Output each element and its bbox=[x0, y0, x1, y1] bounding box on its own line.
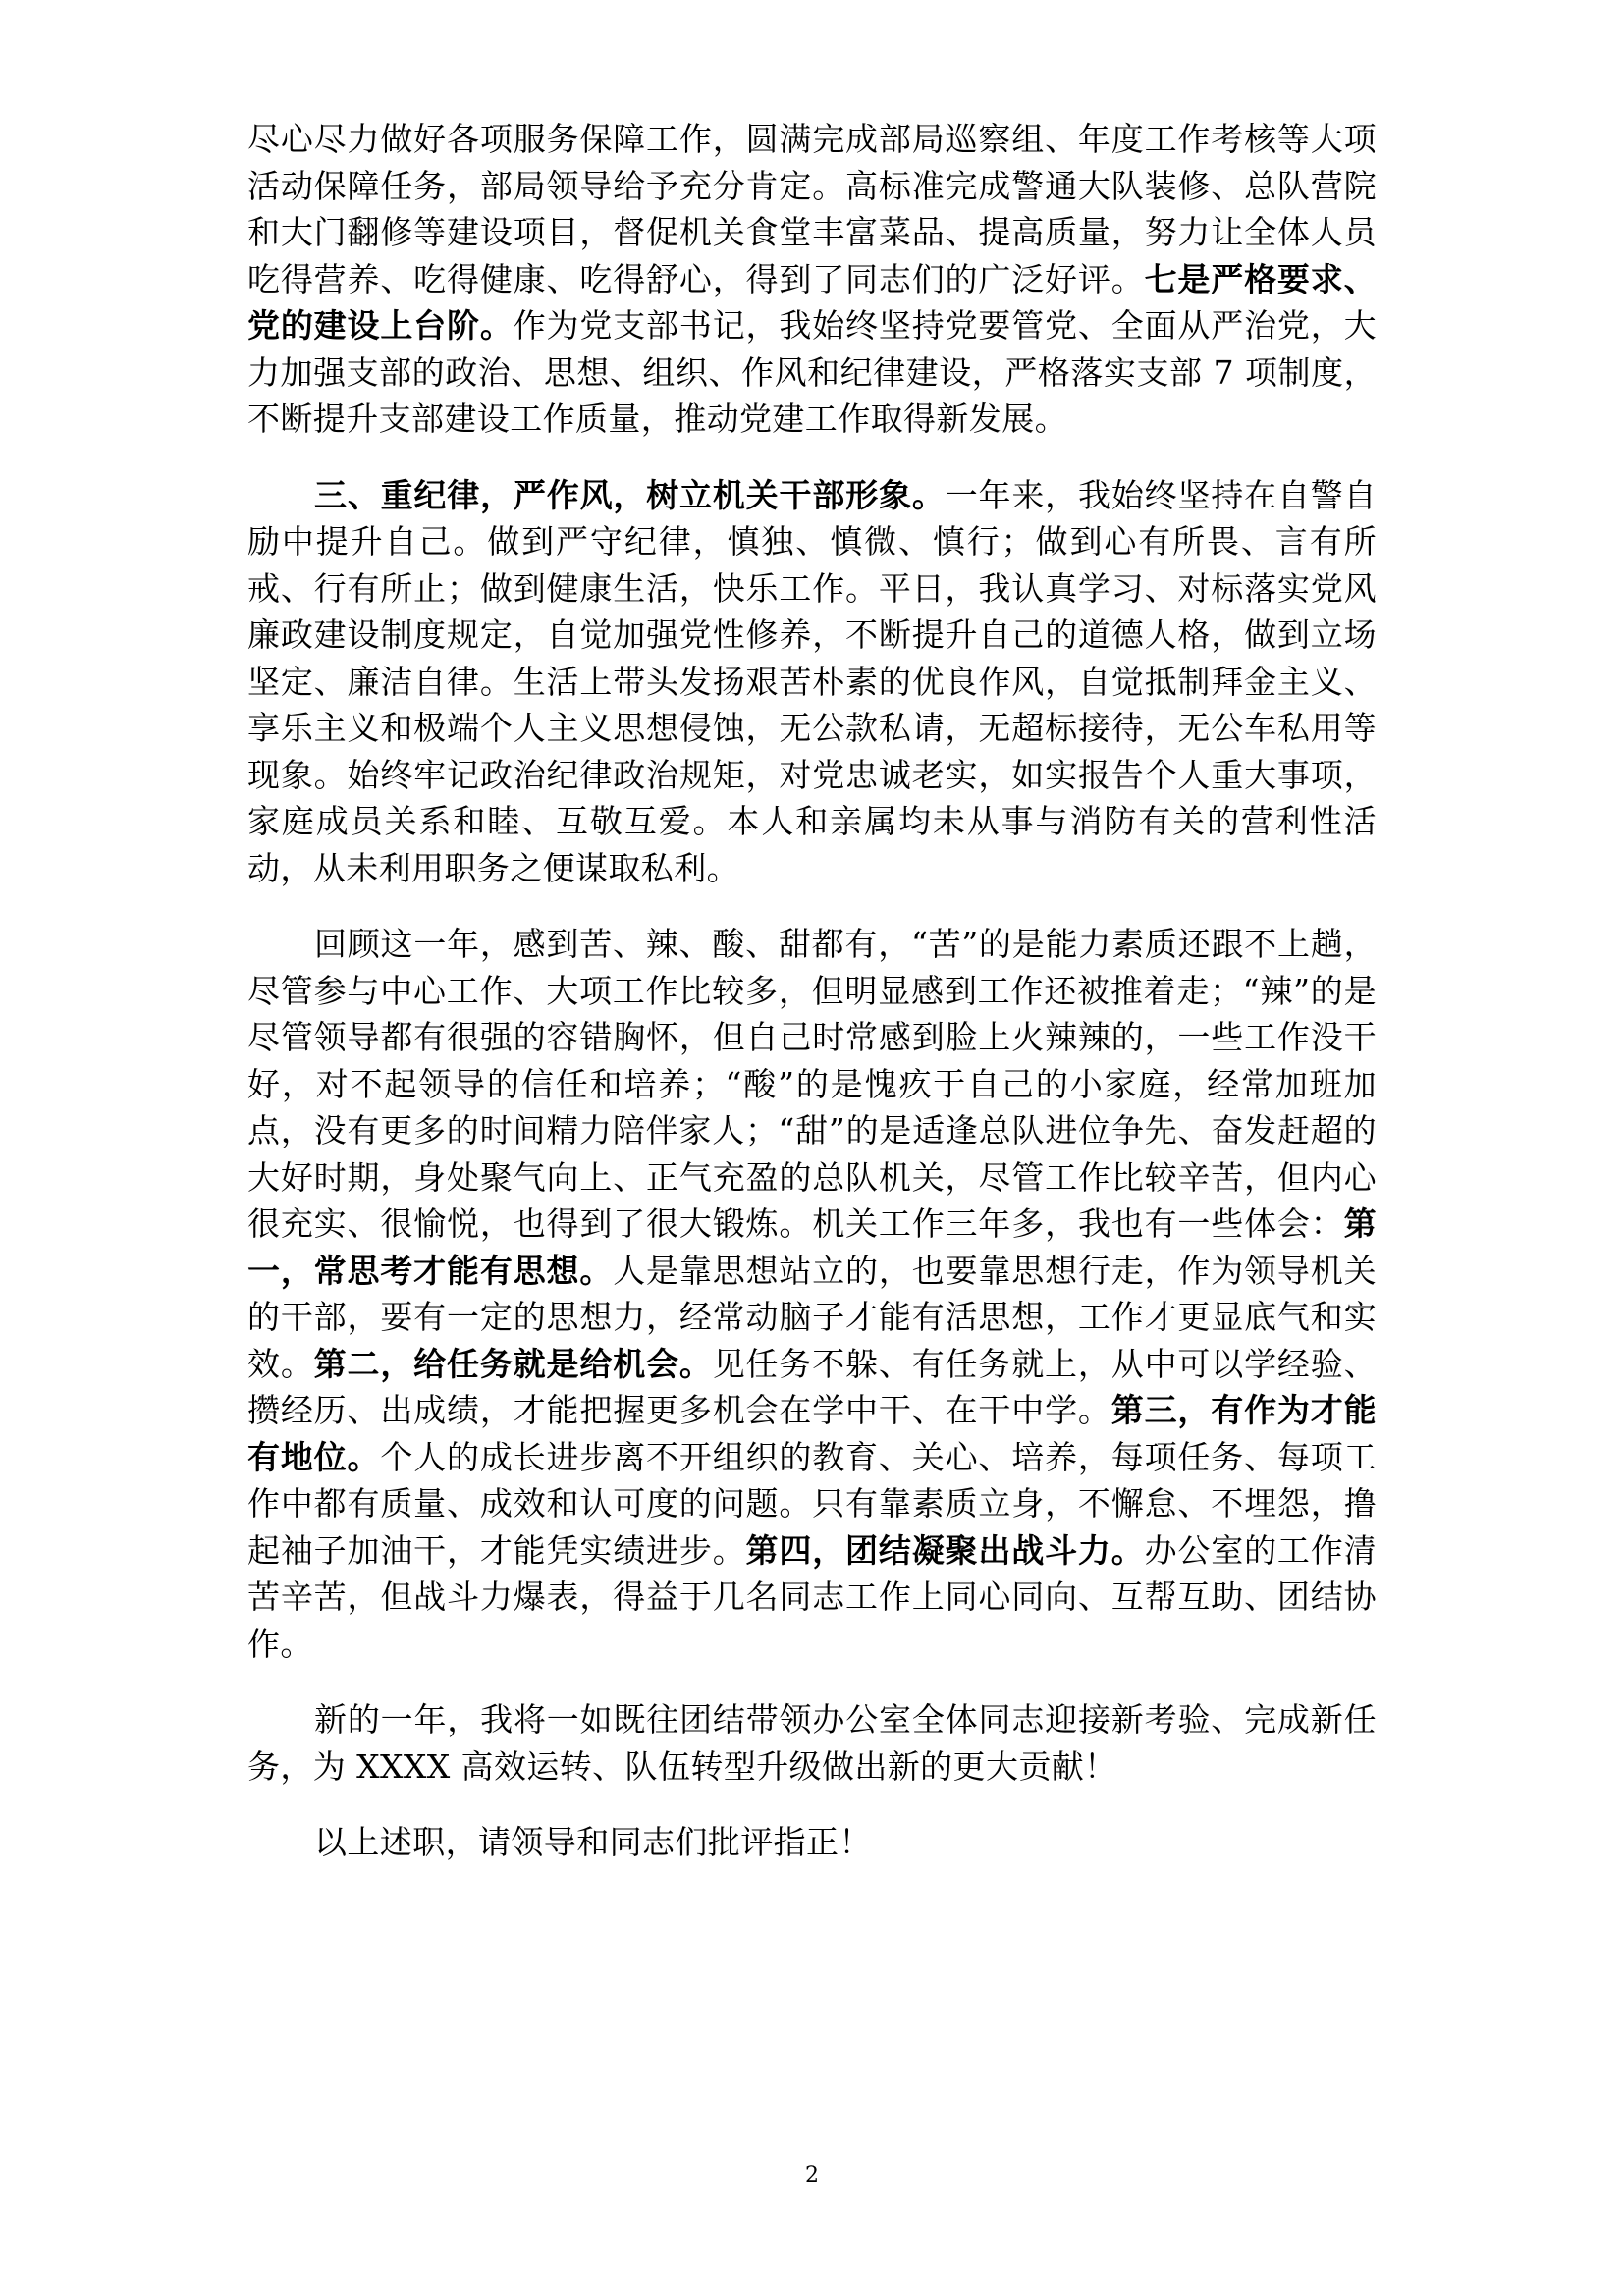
paragraph-2-text: 一年来，我始终坚持在自警自励中提升自己。做到严守纪律，慎独、慎微、慎行；做到心有所畏、言有所戒、行有所止；做到健康生活，快乐工作。平日，我认真学习、对标落实党风廉政建设制度规定，自觉加强党性修养，不断提升自己的道德人格，做到立场坚定、廉洁自律。生活上带头发扬艰苦朴素的优良作风，自觉抵制拜金主义、享乐主义和极端个人主义思想侵蚀，无公款私请，无超标接待，无公车私用等现象。始终牢记政治纪律政治规矩，对党忠诚老实，如实报告个人重大事项，家庭成员关系和睦、互敬互爱。本人和亲属均未从事与消防有关的营利性活动，从未利用职务之便谋取私利。 bbox=[247, 475, 1377, 887]
insight-three-heading: 第三，有作为才能有地位。 bbox=[247, 1391, 1378, 1476]
paragraph-3-text: 回顾这一年，感到苦、辣、酸、甜都有，“苦”的是能力素质还跟不上趟，尽管参与中心工作、大项工作比较多，但明显感到工作还被推着走；“辣”的是尽管领导都有很强的容错胸怀，但自己时常感到脸上火辣辣的，一些工作没干好，对不起领导的信任和培养；“酸”的是愧疚于自己的小家庭，经常加班加点，没有更多的时间精力陪伴家人；“甜”的是适逢总队进位争先、奋发赶超的大好时期，身处聚气向上、正气充盈的总队机关，尽管工作比较辛苦，但内心很充实、很愉悦，也得到了很大锻炼。机关工作三年多，我也有一些体会： bbox=[247, 925, 1377, 1243]
paragraph-3 bbox=[247, 921, 1377, 1667]
document-body bbox=[247, 116, 1377, 1896]
paragraph-4 bbox=[247, 1696, 1377, 1789]
insight-two-heading: 第二，给任务就是给机会。 bbox=[313, 1344, 713, 1383]
paragraph-1-heading-seven: 七是严格要求、党的建设上台阶。 bbox=[247, 259, 1377, 345]
paragraph-1-text: 尽心尽力做好各项服务保障工作，圆满完成部局巡察组、年度工作考核等大项活动保障任务，部局领导给予充分肯定。高标准完成警通大队装修、总队营院和大门翻修等建设项目，督促机关食堂丰富菜品、提高质量，努力让全体人员吃得营养、吃得健康、吃得舒心，得到了同志们的广泛好评。 bbox=[247, 120, 1377, 298]
insight-one-heading: 第一，常思考才能有思想。 bbox=[247, 1204, 1377, 1290]
insight-four-heading: 第四，团结凝聚出战斗力。 bbox=[745, 1530, 1145, 1570]
paragraph-4-text: 新的一年，我将一如既往团结带领办公室全体同志迎接新考验、完成新任务，为 XXXX 高效运转、队伍转型升级做出新的更大贡献！ bbox=[247, 1700, 1377, 1786]
section-three-heading: 三、重纪律，严作风，树立机关干部形象。 bbox=[314, 475, 946, 514]
paragraph-2 bbox=[247, 472, 1377, 892]
paragraph-1-text-continued: 作为党支部书记，我始终坚持党要管党、全面从严治党，大力加强支部的政治、思想、组织、作风和纪律建设，严格落实支部 7 项制度，不断提升支部建设工作质量，推动党建工作取得新发展。 bbox=[247, 306, 1378, 438]
insight-one-text: 人是靠思想站立的，也要靠思想行走，作为领导机关的干部，要有一定的思想力，经常动脑子才能有活思想，工作才更显底气和实效。 bbox=[247, 1251, 1377, 1383]
paragraph-1 bbox=[247, 116, 1377, 443]
insight-four-text: 办公室的工作清苦辛苦，但战斗力爆表，得益于几名同志工作上同心同向、互帮互助、团结协作。 bbox=[247, 1530, 1377, 1663]
insight-two-text: 见任务不躲、有任务就上，从中可以学经验、攒经历、出成绩，才能把握更多机会在学中干、在干中学。 bbox=[247, 1344, 1377, 1429]
page-number: 2 bbox=[805, 2163, 819, 2188]
closing-text: 以上述职，请领导和同志们批评指正！ bbox=[314, 1823, 872, 1861]
insight-three-text: 个人的成长进步离不开组织的教育、关心、培养，每项任务、每项工作中都有质量、成效和认可度的问题。只有靠素质立身，不懈怠、不埋怨，撸起袖子加油干，才能凭实绩进步。 bbox=[247, 1437, 1378, 1570]
paragraph-5-closing bbox=[247, 1819, 1377, 1866]
